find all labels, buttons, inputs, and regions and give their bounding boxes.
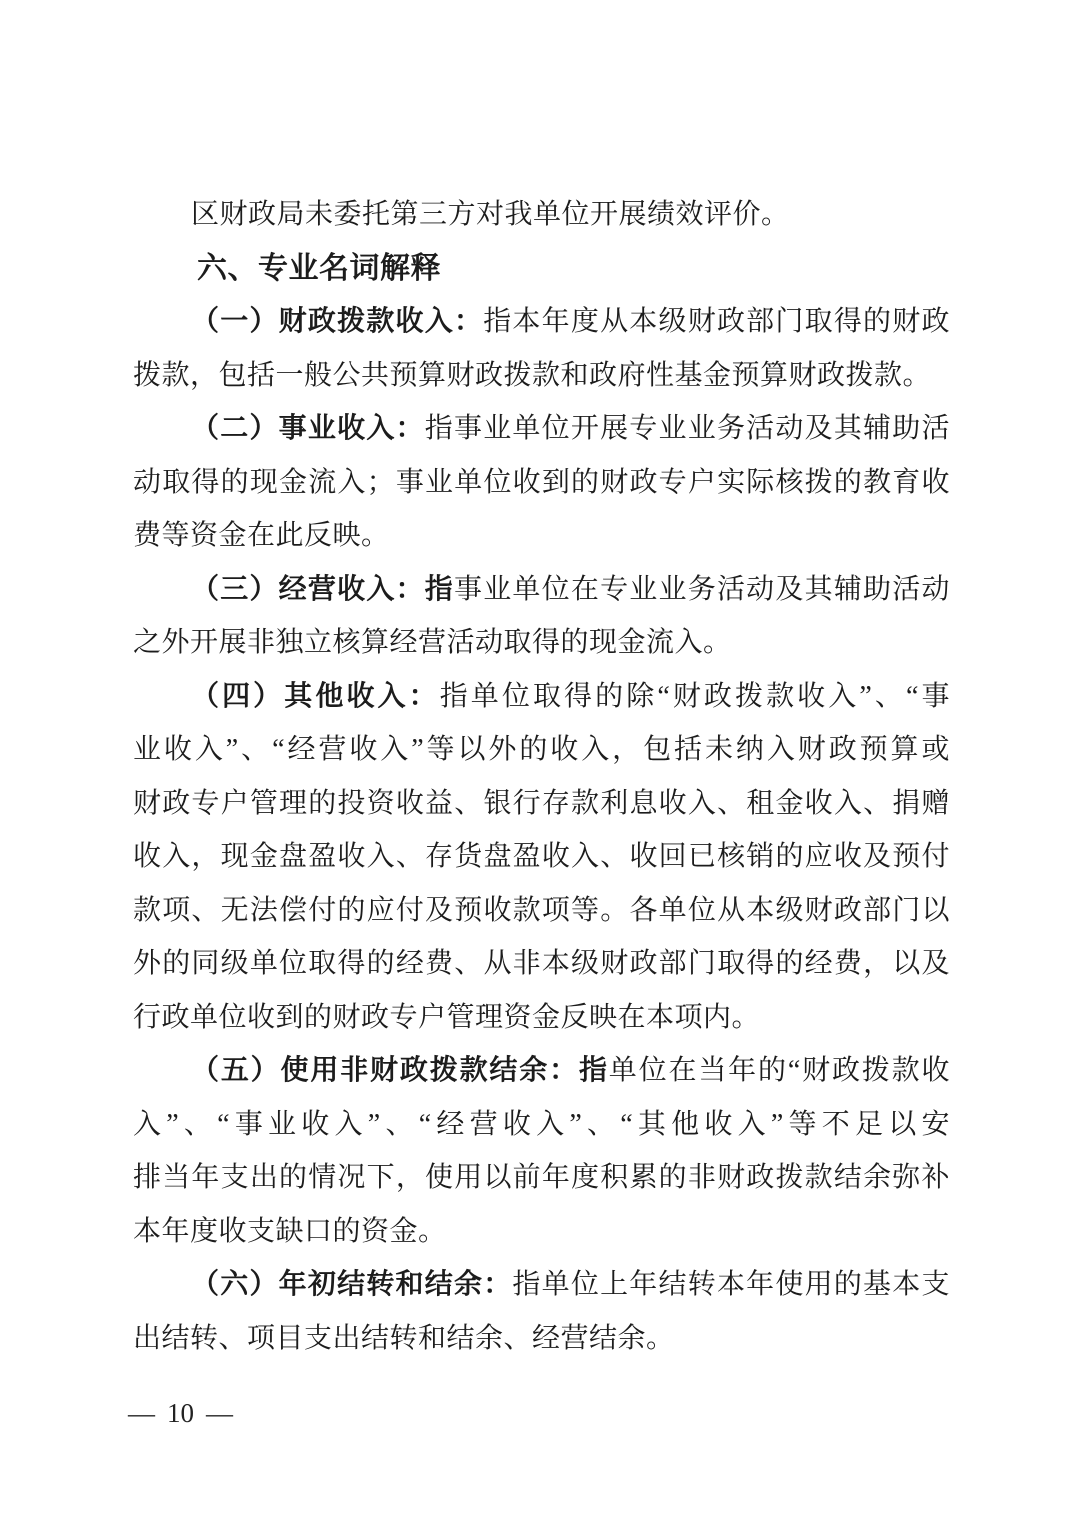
document-line (133, 563, 950, 617)
line-text: 费等资金在此反映。 (133, 520, 390, 551)
document-body (133, 188, 950, 1365)
line-text: 指单位上年结转本年使用的基本支 (512, 1269, 950, 1300)
line-text: 业收入”、“经营收入”等以外的收入，包括未纳入财政预算或 (133, 734, 950, 765)
line-text: 排当年支出的情况下，使用以前年度积累的非财政拨款结余弥补 (133, 1162, 950, 1193)
line-text: 财政专户管理的投资收益、银行存款利息收入、租金收入、捐赠 (133, 787, 950, 819)
document-line (133, 991, 950, 1045)
document-line (133, 1258, 950, 1312)
line-bold-text: （二）事业收入： (191, 413, 425, 444)
document-line (133, 723, 950, 777)
line-text: 外的同级单位取得的经费、从非本级财政部门取得的经费，以及 (133, 948, 950, 979)
document-line (133, 937, 950, 991)
line-text: 本年度收支缺口的资金。 (133, 1215, 447, 1247)
line-bold-text: 六、专业名词解释 (197, 251, 441, 285)
line-text: 指单位取得的除“财政拨款收入”、“事 (439, 680, 950, 712)
line-text: 行政单位收到的财政专户管理资金反映在本项内。 (133, 1001, 761, 1033)
document-line (133, 188, 950, 242)
section-heading (133, 242, 950, 296)
document-line (133, 777, 950, 831)
line-text: 入”、“事业收入”、“经营收入”、“其他收入”等不足以安 (133, 1108, 950, 1140)
document-line (133, 456, 950, 510)
page-number: 10 (167, 1398, 194, 1428)
line-bold-text: （三）经营收入：指 (191, 573, 454, 605)
document-line (133, 1044, 950, 1098)
line-text: 动取得的现金流入；事业单位收到的财政专户实际核拨的教育收 (133, 466, 950, 498)
line-text: 拨款，包括一般公共预算财政拨款和政府性基金预算财政拨款。 (133, 359, 932, 391)
line-text: 收入，现金盘盈收入、存货盘盈收入、收回已核销的应收及预付 (133, 841, 950, 872)
line-text: 事业单位在专业业务活动及其辅助活动 (453, 573, 950, 605)
document-line (133, 295, 950, 349)
document-line (133, 402, 950, 456)
document-line (133, 1205, 950, 1259)
document-line (133, 670, 950, 724)
line-text: 区财政局未委托第三方对我单位开展绩效评价。 (191, 199, 790, 230)
document-line (133, 1312, 950, 1366)
line-text: 指事业单位开展专业业务活动及其辅助活 (424, 413, 950, 444)
line-text: 款项、无法偿付的应付及预收款项等。各单位从本级财政部门以 (133, 894, 950, 926)
line-bold-text: （一）财政拨款收入： (191, 306, 484, 337)
document-line (133, 616, 950, 670)
footer-dash-left: — (128, 1398, 155, 1428)
document-line (133, 884, 950, 938)
page-footer (128, 1398, 233, 1429)
document-line (133, 1098, 950, 1152)
line-bold-text: （四）其他收入： (191, 680, 440, 712)
line-text: 之外开展非独立核算经营活动取得的现金流入。 (133, 627, 732, 658)
document-line (133, 509, 950, 563)
line-text: 指本年度从本级财政部门取得的财政 (483, 306, 950, 337)
line-bold-text: （六）年初结转和结余： (191, 1269, 513, 1300)
document-line (133, 1151, 950, 1205)
line-bold-text: （五）使用非财政拨款结余：指 (191, 1055, 609, 1086)
line-text: 单位在当年的“财政拨款收 (608, 1055, 950, 1086)
line-text: 出结转、项目支出结转和结余、经营结余。 (133, 1322, 675, 1354)
document-line (133, 349, 950, 403)
document-line (133, 830, 950, 884)
footer-dash-right: — (206, 1398, 233, 1428)
